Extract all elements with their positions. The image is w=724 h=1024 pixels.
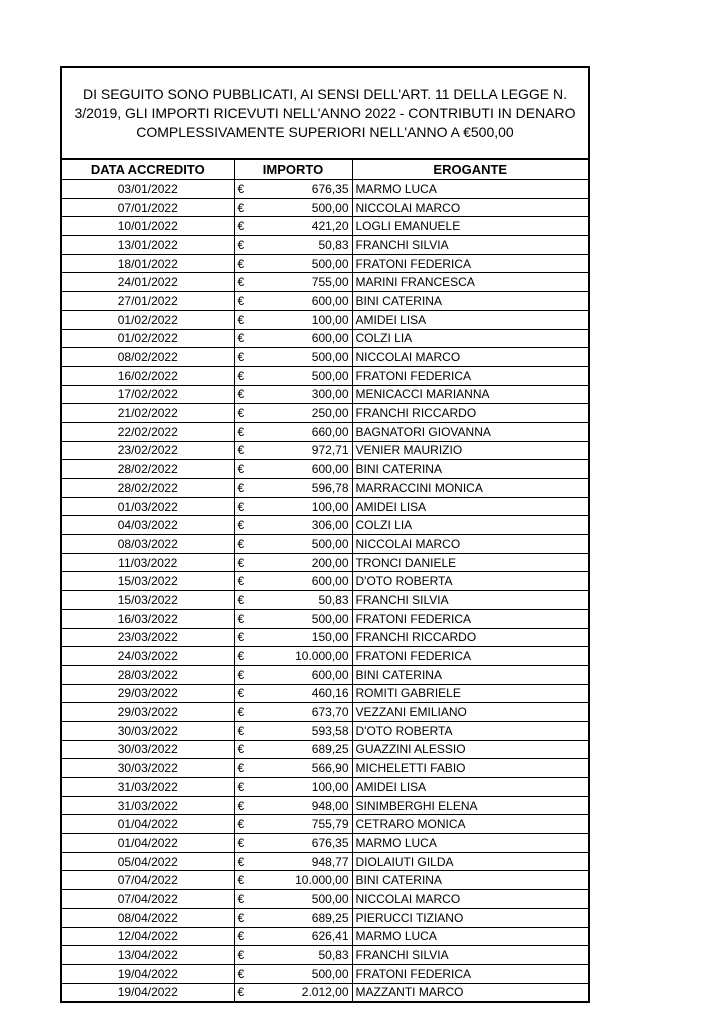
- date-cell: 30/03/2022: [62, 740, 234, 759]
- table-row: [62, 198, 588, 217]
- date-cell: 11/03/2022: [62, 553, 234, 572]
- table-row: [62, 964, 588, 983]
- table-row: [62, 348, 588, 367]
- date-cell: 27/01/2022: [62, 292, 234, 311]
- donor-cell: COLZI LIA: [352, 329, 588, 348]
- donor-cell: BINI CATERINA: [352, 871, 588, 890]
- donor-cell: FRANCHI SILVIA: [352, 946, 588, 965]
- date-cell: 01/03/2022: [62, 497, 234, 516]
- donor-cell: AMIDEI LISA: [352, 778, 588, 797]
- date-cell: 08/03/2022: [62, 535, 234, 554]
- date-cell: 15/03/2022: [62, 572, 234, 591]
- date-cell: 10/01/2022: [62, 217, 234, 236]
- amount-cell: 689,25: [256, 740, 352, 759]
- currency-cell: €: [234, 964, 256, 983]
- currency-cell: €: [234, 217, 256, 236]
- amount-cell: 755,79: [256, 815, 352, 834]
- currency-cell: €: [234, 890, 256, 909]
- column-header-amount: IMPORTO: [234, 160, 352, 180]
- donor-cell: FRANCHI SILVIA: [352, 591, 588, 610]
- table-row: [62, 871, 588, 890]
- amount-cell: 600,00: [256, 329, 352, 348]
- date-cell: 29/03/2022: [62, 684, 234, 703]
- currency-cell: €: [234, 740, 256, 759]
- table-row: [62, 404, 588, 423]
- amount-cell: 972,71: [256, 441, 352, 460]
- table-row: [62, 834, 588, 853]
- table-row: [62, 292, 588, 311]
- donor-cell: MAZZANTI MARCO: [355, 985, 464, 1000]
- currency-cell: €: [234, 273, 256, 292]
- header-text: DI SEGUITO SONO PUBBLICATI, AI SENSI DELL'ART. 11 DELLA LEGGE N. 3/2019, GLI IMPORTI RICEVUTI NELL'ANNO 2022 - CONTRIBUTI IN DENARO COMPLESSIVAMENTE SUPERIORI NELL'ANNO A €500,00: [74, 85, 576, 140]
- donor-cell: FRATONI FEDERICA: [352, 964, 588, 983]
- currency-cell: €: [234, 815, 256, 834]
- date-cell: 12/04/2022: [62, 927, 234, 946]
- currency-cell: €: [234, 292, 256, 311]
- amount-cell: 250,00: [256, 404, 352, 423]
- donor-cell: MARMO LUCA: [352, 834, 588, 853]
- donor-cell: VENIER MAURIZIO: [352, 441, 588, 460]
- amount-cell: 596,78: [256, 479, 352, 498]
- amount-cell: 10.000,00: [256, 871, 352, 890]
- currency-cell: €: [234, 460, 256, 479]
- amount-cell: 300,00: [256, 385, 352, 404]
- date-cell: 01/02/2022: [62, 329, 234, 348]
- table-row: [62, 273, 588, 292]
- amount-cell: 50,83: [256, 236, 352, 255]
- table-row: [62, 572, 588, 591]
- date-cell: 17/02/2022: [62, 385, 234, 404]
- currency-cell: €: [234, 553, 256, 572]
- currency-cell: €: [234, 871, 256, 890]
- currency-cell: €: [234, 497, 256, 516]
- donor-cell: D'OTO ROBERTA: [352, 721, 588, 740]
- amount-cell: 200,00: [256, 553, 352, 572]
- donor-cell: BINI CATERINA: [352, 292, 588, 311]
- date-cell: 18/01/2022: [62, 254, 234, 273]
- amount-cell: 755,00: [256, 273, 352, 292]
- donor-cell: TRONCI DANIELE: [352, 553, 588, 572]
- date-cell: 08/02/2022: [62, 348, 234, 367]
- donor-cell: NICCOLAI MARCO: [352, 890, 588, 909]
- table-row: [62, 740, 588, 759]
- date-cell: 31/03/2022: [62, 796, 234, 815]
- date-cell: 28/03/2022: [62, 665, 234, 684]
- amount-cell: 306,00: [256, 516, 352, 535]
- amount-cell: 100,00: [256, 778, 352, 797]
- date-cell: 13/01/2022: [62, 236, 234, 255]
- currency-cell: €: [234, 422, 256, 441]
- currency-cell: €: [234, 852, 256, 871]
- date-cell: 28/02/2022: [62, 460, 234, 479]
- date-cell: 16/03/2022: [62, 609, 234, 628]
- donor-cell: FRATONI FEDERICA: [352, 647, 588, 666]
- table-row: [62, 946, 588, 965]
- currency-cell: €: [234, 348, 256, 367]
- amount-cell: 600,00: [256, 292, 352, 311]
- table-row: [62, 441, 588, 460]
- donor-cell: NICCOLAI MARCO: [352, 348, 588, 367]
- donor-cell: BINI CATERINA: [352, 665, 588, 684]
- currency-cell: €: [234, 796, 256, 815]
- currency-cell: €: [234, 759, 256, 778]
- table-row: [62, 665, 588, 684]
- table-row: [62, 180, 588, 199]
- table-row: [62, 890, 588, 909]
- date-cell: 19/04/2022: [62, 964, 234, 983]
- donor-cell: D'OTO ROBERTA: [352, 572, 588, 591]
- date-cell: 05/04/2022: [62, 852, 234, 871]
- amount-cell: 500,00: [256, 890, 352, 909]
- donor-cell: BAGNATORI GIOVANNA: [352, 422, 588, 441]
- amount-cell: 600,00: [256, 572, 352, 591]
- amount-cell: 593,58: [256, 721, 352, 740]
- currency-cell: €: [234, 441, 256, 460]
- currency-cell: €: [234, 591, 256, 610]
- amount-cell: 2.012,00: [256, 983, 352, 1001]
- table-row: [62, 310, 588, 329]
- date-cell: 04/03/2022: [62, 516, 234, 535]
- currency-cell: €: [234, 180, 256, 199]
- table-row: [62, 535, 588, 554]
- amount-cell: 948,00: [256, 796, 352, 815]
- date-cell: 03/01/2022: [62, 180, 234, 199]
- date-cell: 23/02/2022: [62, 441, 234, 460]
- amount-cell: 500,00: [256, 964, 352, 983]
- table-row: [62, 497, 588, 516]
- donor-cell: CETRARO MONICA: [352, 815, 588, 834]
- amount-cell: 660,00: [256, 422, 352, 441]
- currency-cell: €: [234, 721, 256, 740]
- amount-cell: 460,16: [256, 684, 352, 703]
- donor-cell: LOGLI EMANUELE: [352, 217, 588, 236]
- currency-cell: €: [234, 628, 256, 647]
- amount-cell: 500,00: [256, 609, 352, 628]
- table-row: [62, 628, 588, 647]
- date-cell: 01/04/2022: [62, 815, 234, 834]
- column-header-donor: EROGANTE: [352, 160, 588, 180]
- amount-cell: 600,00: [256, 460, 352, 479]
- currency-cell: €: [234, 329, 256, 348]
- donor-cell: MARRACCINI MONICA: [352, 479, 588, 498]
- currency-cell: €: [234, 479, 256, 498]
- amount-cell: 421,20: [256, 217, 352, 236]
- donor-cell: MARMO LUCA: [352, 180, 588, 199]
- donor-cell: COLZI LIA: [352, 516, 588, 535]
- date-cell: 19/04/2022: [62, 983, 234, 1001]
- date-cell: 07/04/2022: [62, 890, 234, 909]
- amount-cell: 50,83: [256, 946, 352, 965]
- table-header-row: [62, 160, 588, 180]
- date-cell: 01/04/2022: [62, 834, 234, 853]
- currency-cell: €: [234, 908, 256, 927]
- table-row: [62, 329, 588, 348]
- donations-table: [62, 160, 588, 1001]
- date-cell: 13/04/2022: [62, 946, 234, 965]
- document-header: [62, 68, 588, 160]
- table-row: [62, 217, 588, 236]
- donor-cell: AMIDEI LISA: [352, 310, 588, 329]
- currency-cell: €: [234, 647, 256, 666]
- date-cell: 16/02/2022: [62, 366, 234, 385]
- table-row: [62, 852, 588, 871]
- donations-table-frame: [60, 66, 590, 1003]
- table-row: [62, 422, 588, 441]
- currency-cell: €: [234, 572, 256, 591]
- currency-cell: €: [234, 834, 256, 853]
- table-row: [62, 908, 588, 927]
- donor-cell: FRANCHI RICCARDO: [352, 404, 588, 423]
- amount-cell: 500,00: [256, 254, 352, 273]
- table-row: [62, 366, 588, 385]
- currency-cell: €: [234, 366, 256, 385]
- date-cell: 24/03/2022: [62, 647, 234, 666]
- donor-cell: ROMITI GABRIELE: [352, 684, 588, 703]
- amount-cell: 100,00: [256, 310, 352, 329]
- amount-cell: 50,83: [256, 591, 352, 610]
- table-row: [62, 759, 588, 778]
- currency-cell: €: [234, 404, 256, 423]
- donor-cell: MICHELETTI FABIO: [352, 759, 588, 778]
- donor-cell: FRATONI FEDERICA: [352, 366, 588, 385]
- date-cell: 15/03/2022: [62, 591, 234, 610]
- date-cell: 29/03/2022: [62, 703, 234, 722]
- donor-cell: DIOLAIUTI GILDA: [352, 852, 588, 871]
- amount-cell: 100,00: [256, 497, 352, 516]
- table-body: [62, 180, 588, 1002]
- date-cell: 07/01/2022: [62, 198, 234, 217]
- amount-cell: 500,00: [256, 198, 352, 217]
- donor-cell: MENICACCI MARIANNA: [352, 385, 588, 404]
- currency-cell: €: [234, 236, 256, 255]
- currency-cell: €: [234, 703, 256, 722]
- table-row: [62, 516, 588, 535]
- currency-cell: €: [234, 310, 256, 329]
- amount-cell: 948,77: [256, 852, 352, 871]
- amount-cell: 500,00: [256, 366, 352, 385]
- donor-cell: FRANCHI SILVIA: [352, 236, 588, 255]
- date-cell: 21/02/2022: [62, 404, 234, 423]
- table-row: [62, 553, 588, 572]
- date-cell: 07/04/2022: [62, 871, 234, 890]
- amount-cell: 600,00: [256, 665, 352, 684]
- donor-cell: BINI CATERINA: [352, 460, 588, 479]
- donor-cell: FRATONI FEDERICA: [352, 254, 588, 273]
- donor-cell: VEZZANI EMILIANO: [352, 703, 588, 722]
- table-row: [62, 236, 588, 255]
- table-row: [62, 479, 588, 498]
- donor-cell: FRANCHI RICCARDO: [352, 628, 588, 647]
- date-cell: 30/03/2022: [62, 721, 234, 740]
- currency-cell: €: [234, 609, 256, 628]
- currency-cell: €: [234, 684, 256, 703]
- currency-cell: €: [234, 385, 256, 404]
- date-cell: 22/02/2022: [62, 422, 234, 441]
- donor-cell: NICCOLAI MARCO: [352, 198, 588, 217]
- table-row: [62, 983, 588, 1001]
- table-row: [62, 927, 588, 946]
- currency-cell: €: [237, 985, 245, 1000]
- donor-cell: NICCOLAI MARCO: [352, 535, 588, 554]
- amount-cell: 626,41: [256, 927, 352, 946]
- date-cell: 31/03/2022: [62, 778, 234, 797]
- currency-cell: €: [234, 665, 256, 684]
- currency-cell: €: [234, 516, 256, 535]
- table-row: [62, 721, 588, 740]
- donor-cell: PIERUCCI TIZIANO: [352, 908, 588, 927]
- table-row: [62, 815, 588, 834]
- table-row: [62, 460, 588, 479]
- donor-cell: SINIMBERGHI ELENA: [352, 796, 588, 815]
- date-cell: 01/02/2022: [62, 310, 234, 329]
- table-row: [62, 684, 588, 703]
- donor-cell: MARINI FRANCESCA: [352, 273, 588, 292]
- currency-cell: €: [234, 778, 256, 797]
- date-cell: 23/03/2022: [62, 628, 234, 647]
- date-cell: 30/03/2022: [62, 759, 234, 778]
- amount-cell: 673,70: [256, 703, 352, 722]
- column-header-date: DATA ACCREDITO: [62, 160, 234, 180]
- table-row: [62, 254, 588, 273]
- table-row: [62, 385, 588, 404]
- amount-cell: 566,90: [256, 759, 352, 778]
- date-cell: 28/02/2022: [62, 479, 234, 498]
- table-row: [62, 778, 588, 797]
- amount-cell: 150,00: [256, 628, 352, 647]
- currency-cell: €: [234, 927, 256, 946]
- table-row: [62, 591, 588, 610]
- amount-cell: 10.000,00: [256, 647, 352, 666]
- donor-cell: GUAZZINI ALESSIO: [352, 740, 588, 759]
- date-cell: 24/01/2022: [62, 273, 234, 292]
- currency-cell: €: [234, 198, 256, 217]
- amount-cell: 676,35: [256, 180, 352, 199]
- amount-cell: 689,25: [256, 908, 352, 927]
- currency-cell: €: [234, 254, 256, 273]
- amount-cell: 676,35: [256, 834, 352, 853]
- date-cell: 08/04/2022: [62, 908, 234, 927]
- donor-cell: FRATONI FEDERICA: [352, 609, 588, 628]
- table-row: [62, 796, 588, 815]
- table-row: [62, 703, 588, 722]
- donor-cell: AMIDEI LISA: [352, 497, 588, 516]
- amount-cell: 500,00: [256, 535, 352, 554]
- table-row: [62, 647, 588, 666]
- table-row: [62, 609, 588, 628]
- currency-cell: €: [234, 535, 256, 554]
- currency-cell: €: [234, 946, 256, 965]
- donor-cell: MARMO LUCA: [352, 927, 588, 946]
- amount-cell: 500,00: [256, 348, 352, 367]
